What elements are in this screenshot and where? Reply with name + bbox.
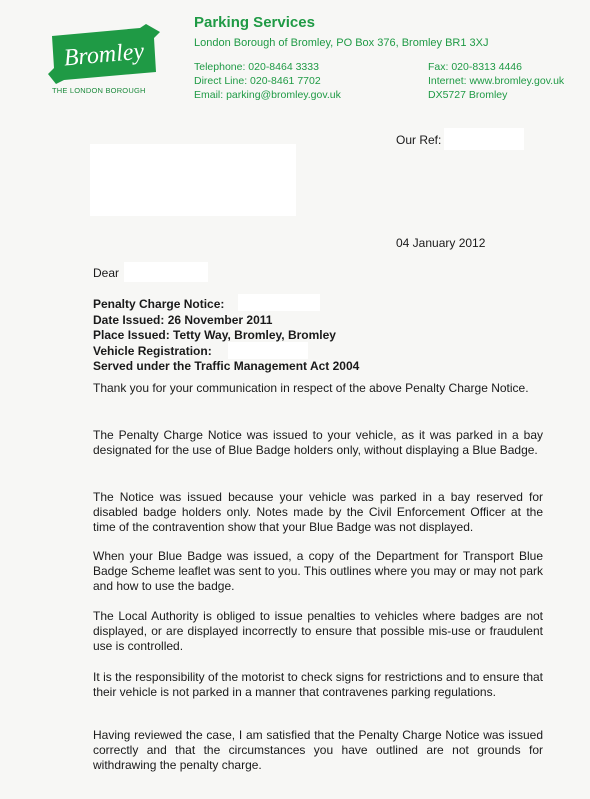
vehicle-registration: Vehicle Registration: — [93, 343, 212, 358]
direct-line: Direct Line: 020-8461 7702 — [194, 75, 321, 87]
contact-block-left — [194, 60, 341, 102]
redacted-reference — [444, 128, 524, 150]
postal-address: London Borough of Bromley, PO Box 376, Bromley BR1 3XJ — [194, 37, 489, 49]
telephone: Telephone: 020-8464 3333 — [194, 61, 319, 73]
letter-date: 04 January 2012 — [396, 236, 486, 250]
paragraph: When your Blue Badge was issued, a copy of the Department for Transport Blue Badge Scheme leaflet was sent to you. This outlines where you may or may not park and how to use the badge. — [93, 549, 543, 594]
paragraph: It is the responsibility of the motorist to check signs for restrictions and to ensure that their vehicle is not parked in a manner that contravenes parking regulations. — [93, 670, 543, 700]
paragraph: The Local Authority is obliged to issue penalties to vehicles where badges are not displayed, or are displayed incorrectly to ensure that possible mis-use or fraudulent use is controlled. — [93, 609, 543, 654]
redacted-pcn-number — [238, 294, 320, 311]
email: Email: parking@bromley.gov.uk — [194, 89, 341, 101]
redacted-name — [124, 262, 208, 282]
paragraph: The Notice was issued because your vehicle was parked in a bay reserved for disabled badge holders only. Notes made by the Civil Enforcement Officer at the time of the contravention show that your Blue Badge was not displayed. — [93, 490, 543, 535]
paragraph: Having reviewed the case, I am satisfied that the Penalty Charge Notice was issued correctly and that the circumstances you have outlined are not grounds for withdrawing the penalty charge. — [93, 728, 543, 773]
date-issued: Date Issued: 26 November 2011 — [93, 312, 273, 327]
place-issued: Place Issued: Tetty Way, Bromley, Bromley — [93, 328, 336, 342]
svg-text:Bromley: Bromley — [62, 38, 146, 72]
redacted-registration — [228, 342, 308, 359]
pcn-label: Penalty Charge Notice: — [93, 297, 225, 311]
logo-subtitle: THE LONDON BOROUGH — [52, 86, 146, 95]
paragraph: Thank you for your communication in respect of the above Penalty Charge Notice. — [93, 381, 529, 395]
salutation: Dear — [93, 266, 120, 280]
bromley-logo — [44, 22, 168, 94]
fax: Fax: 020-8313 4446 — [428, 61, 522, 73]
dx-number: DX5727 Bromley — [428, 89, 508, 101]
served-under: Served under the Traffic Management Act 2004 — [93, 359, 360, 373]
our-ref-label: Our Ref: — [396, 133, 442, 147]
internet: Internet: www.bromley.gov.uk — [428, 75, 565, 87]
department-title: Parking Services — [194, 14, 315, 31]
contact-block-right — [428, 60, 564, 102]
redacted-recipient-address — [90, 144, 296, 216]
paragraph: The Penalty Charge Notice was issued to your vehicle, as it was parked in a bay designated for the use of Blue Badge holders only, without displaying a Blue Badge. — [93, 428, 543, 458]
